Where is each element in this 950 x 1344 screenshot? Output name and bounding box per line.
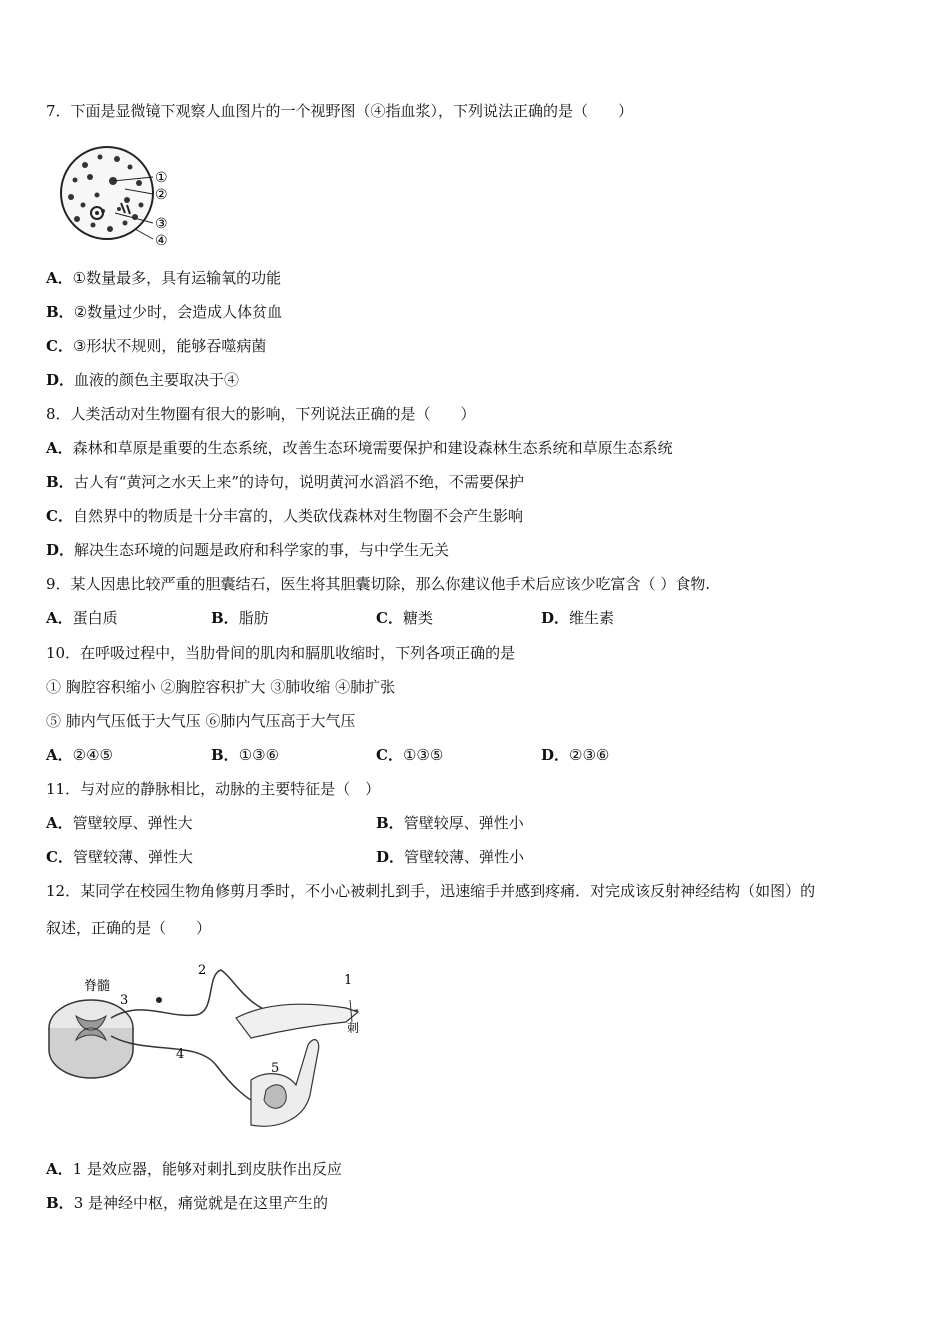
q7-option-d: D．血液的颜色主要取决于④ [46, 371, 240, 389]
q10-option-d: D．②③⑥ [541, 746, 610, 764]
q11-option-c: C．管壁较薄、弹性大 [46, 848, 193, 866]
q10-option-c: C．①③⑤ [376, 746, 444, 764]
q10-items-line1: ① 胸腔容积缩小 ②胸腔容积扩大 ③肺收缩 ④肺扩张 [46, 678, 396, 696]
q10-option-b: B．①③⑥ [211, 746, 280, 764]
q11-option-a: A．管壁较厚、弹性大 [46, 814, 193, 832]
q8-stem: 8．人类活动对生物圈有很大的影响，下列说法正确的是（ ） [46, 405, 476, 423]
q12-stem-line2: 叙述，正确的是（ ） [46, 919, 212, 937]
q7-option-a: A．①数量最多，具有运输氧的功能 [46, 269, 282, 287]
q9-option-b: B．脂肪 [211, 609, 269, 627]
fig12-label-thorn: 刺 [347, 1021, 360, 1035]
q11-stem: 11．与对应的静脉相比，动脉的主要特征是（ ） [46, 780, 381, 798]
q9-option-d: D．维生素 [541, 609, 615, 627]
blood-smear-figure [55, 145, 180, 250]
q9-option-a: A．蛋白质 [46, 609, 118, 627]
fig12-label-2: 2 [198, 963, 207, 978]
fig7-label-4: ④ [155, 233, 168, 249]
q8-option-a: A．森林和草原是重要的生态系统，改善生态环境需要保护和建设森林生态系统和草原生态系统 [46, 439, 673, 457]
fig12-label-spinal: 脊髓 [84, 979, 111, 994]
q10-stem: 10．在呼吸过程中，当肋骨间的肌肉和膈肌收缩时，下列各项正确的是 [46, 644, 516, 662]
q8-option-d: D．解决生态环境的问题是政府和科学家的事，与中学生无关 [46, 541, 450, 559]
fig12-label-1: 1 [344, 973, 353, 988]
fig12-label-4: 4 [176, 1047, 185, 1062]
q12-option-a: A．1 是效应器，能够对刺扎到皮肤作出反应 [46, 1160, 342, 1178]
q8-option-b: B．古人有“黄河之水天上来”的诗句，说明黄河水滔滔不绝，不需要保护 [46, 473, 525, 491]
fig7-label-1: ① [155, 170, 168, 186]
q10-option-a: A．②④⑤ [46, 746, 113, 764]
q7-option-b: B．②数量过少时，会造成人体贫血 [46, 303, 283, 321]
fig12-label-5: 5 [271, 1061, 280, 1076]
q11-option-d: D．管壁较薄、弹性小 [376, 848, 525, 866]
q9-option-c: C．糖类 [376, 609, 433, 627]
reflex-arc-figure [46, 960, 376, 1135]
q11-option-b: B．管壁较厚、弹性小 [376, 814, 524, 832]
q8-option-c: C．自然界中的物质是十分丰富的，人类砍伐森林对生物圈不会产生影响 [46, 507, 523, 525]
q12-stem-line1: 12．某同学在校园生物角修剪月季时，不小心被刺扎到手，迅速缩手并感到疼痛．对完成该反射神经结构（如图）的 [46, 882, 816, 900]
fig7-label-3: ③ [155, 216, 168, 232]
q9-stem: 9．某人因患比较严重的胆囊结石，医生将其胆囊切除，那么你建议他手术后应该少吃富含（ ）食物. [46, 575, 711, 593]
q10-items-line2: ⑤ 肺内气压低于大气压 ⑥肺内气压高于大气压 [46, 712, 356, 730]
q7-stem: 7．下面是显微镜下观察人血图片的一个视野图（④指血浆），下列说法正确的是（ ） [46, 102, 634, 120]
q7-option-c: C．③形状不规则，能够吞噬病菌 [46, 337, 267, 355]
fig12-label-3: 3 [120, 993, 129, 1008]
fig7-label-2: ② [155, 187, 168, 203]
q12-option-b: B．3 是神经中枢，痛觉就是在这里产生的 [46, 1194, 329, 1212]
